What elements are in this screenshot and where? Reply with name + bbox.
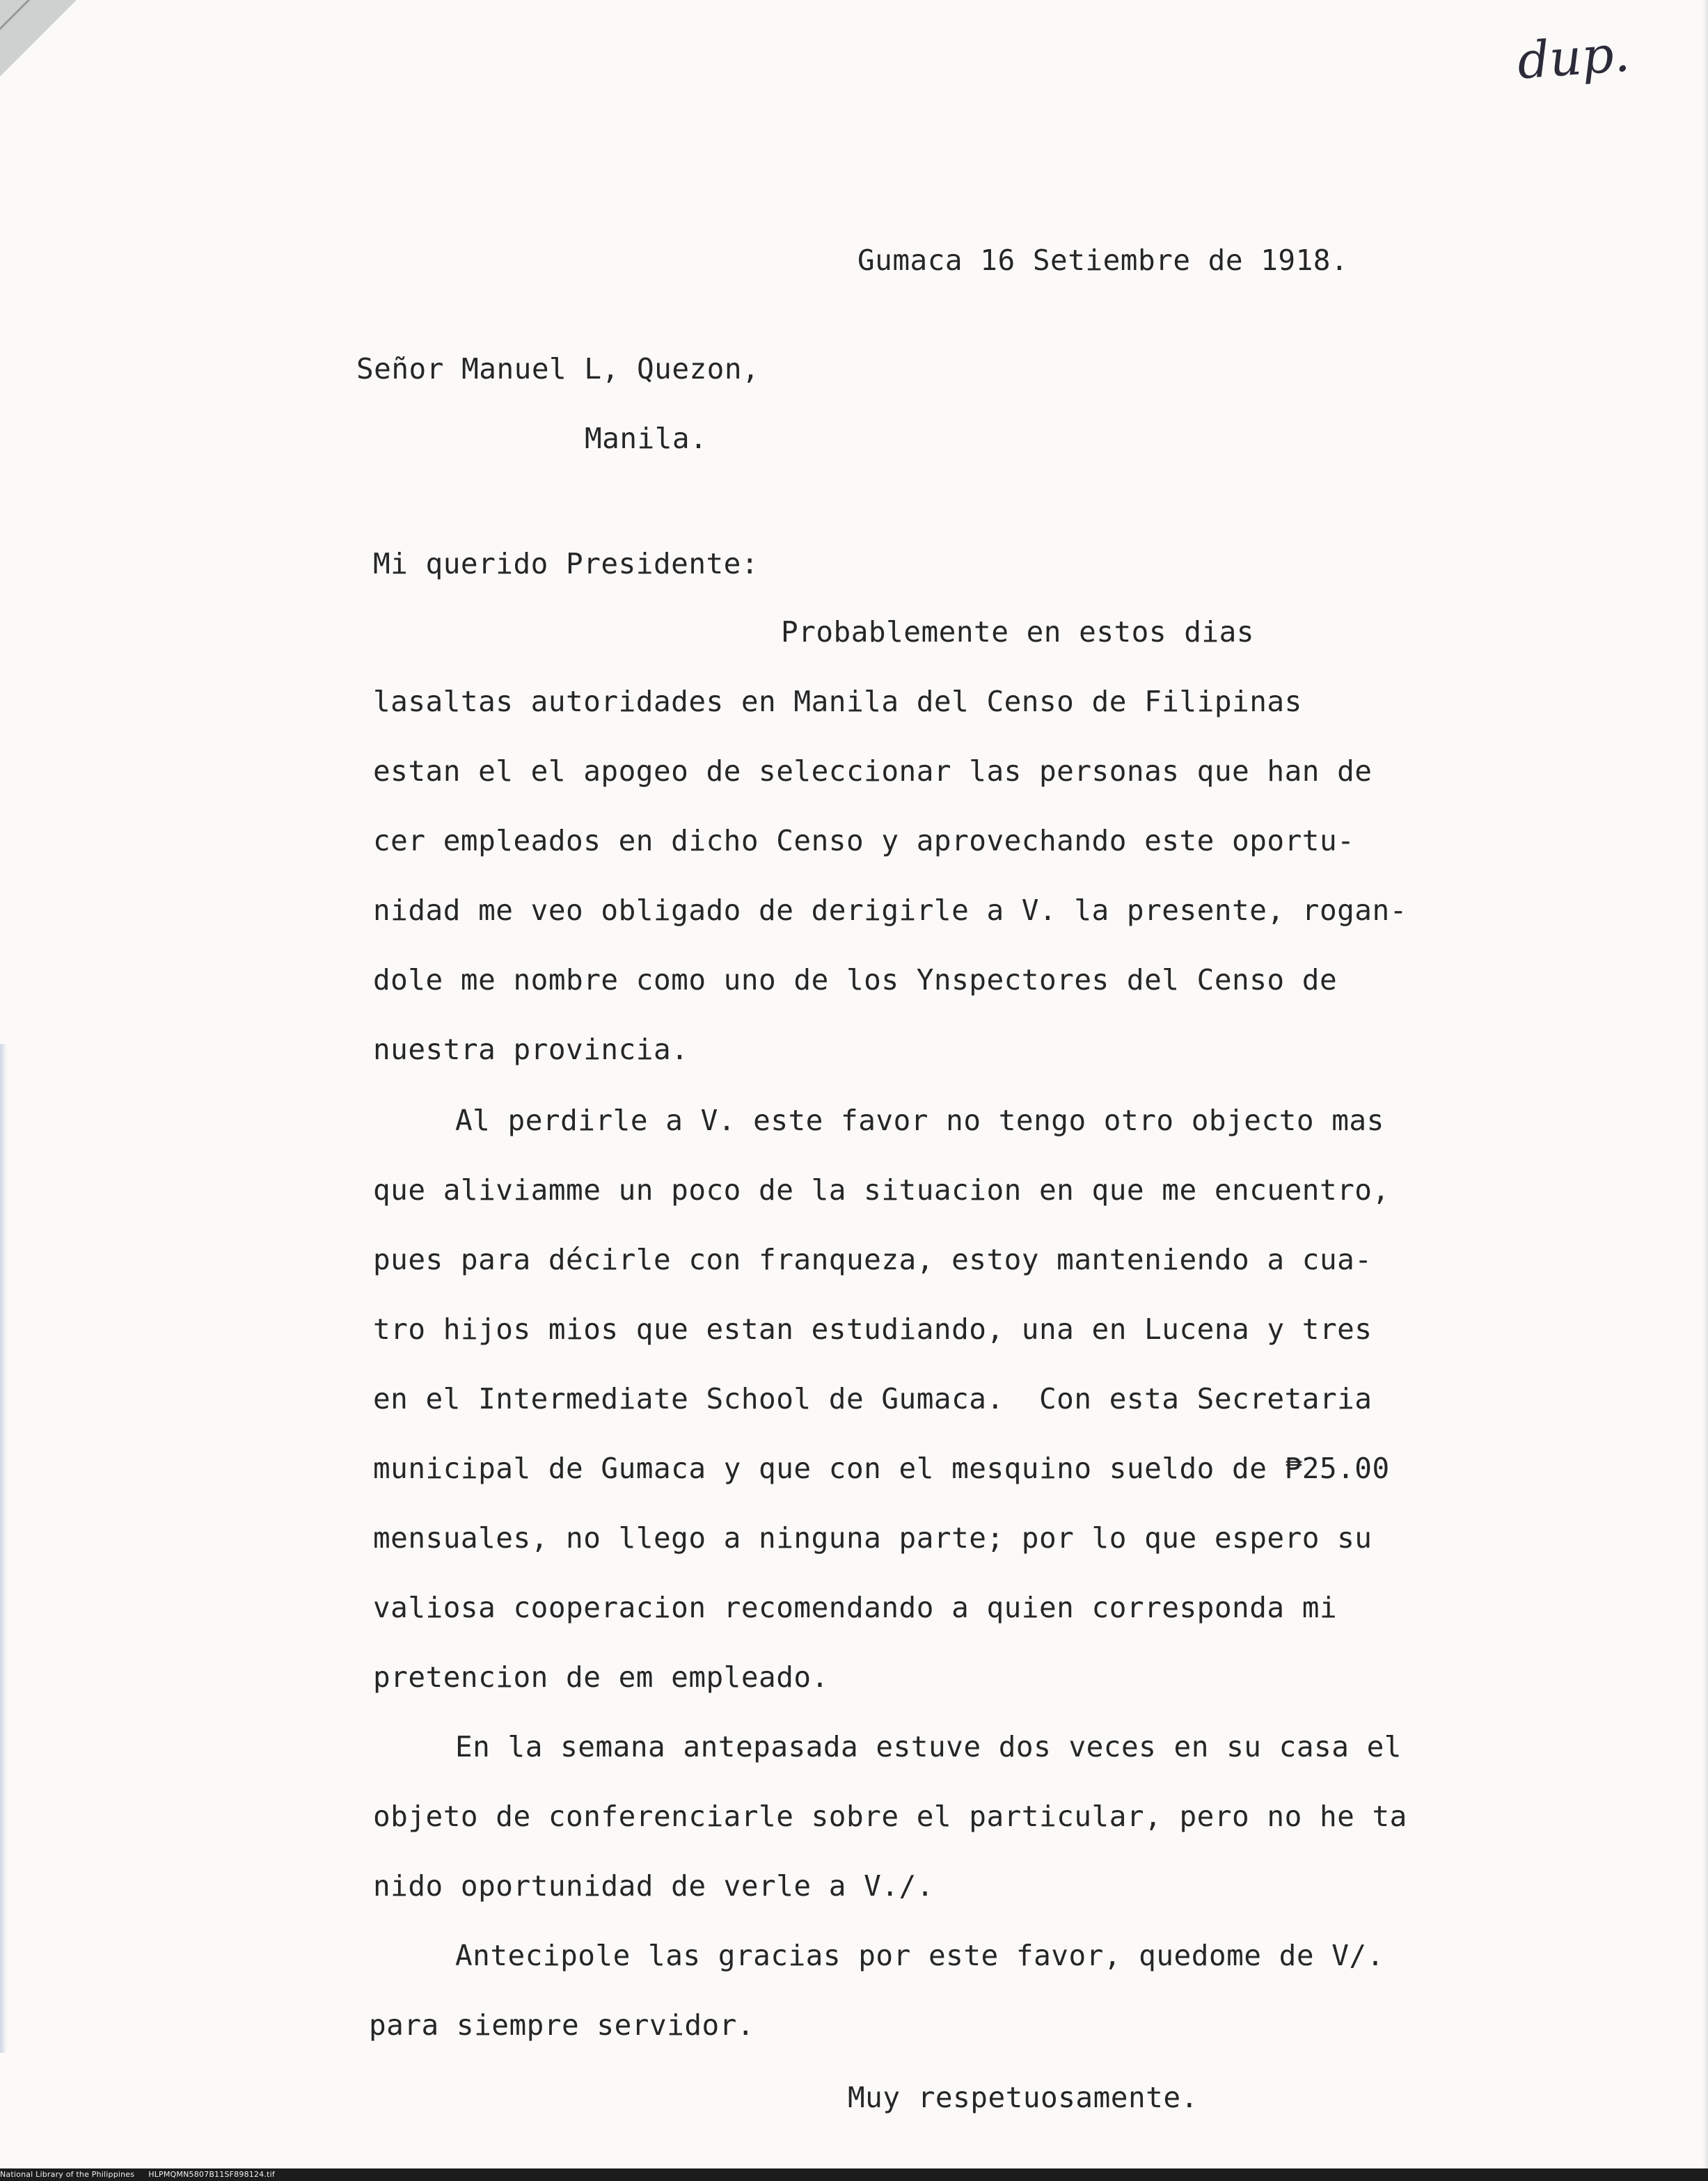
paragraph-4-line: Antecipole las gracias por este favor, quedome de V/. — [455, 1939, 1384, 1972]
paragraph-2-line: mensuales, no llego a ninguna parte; por lo que espero su — [373, 1521, 1373, 1555]
paragraph-2-line: que aliviamme un poco de la situacion en que me encuentro, — [373, 1173, 1390, 1207]
left-edge-tint — [0, 1044, 7, 2053]
handwritten-note: dup. — [1515, 24, 1632, 90]
paragraph-1-line: estan el el apogeo de seleccionar las personas que han de — [373, 754, 1373, 788]
date-line: Gumaca 16 Setiembre de 1918. — [857, 244, 1349, 277]
salutation: Mi querido Presidente: — [373, 547, 759, 580]
paragraph-2-line: Al perdirle a V. este favor no tengo otro objecto mas — [455, 1104, 1384, 1137]
paragraph-2-line: pues para décirle con franqueza, estoy manteniendo a cua- — [373, 1243, 1373, 1276]
paragraph-3-line: nido oportunidad de verle a V./. — [373, 1869, 934, 1903]
paragraph-2-line: en el Intermediate School de Gumaca. Con esta Secretaria — [373, 1382, 1373, 1415]
paragraph-1-line: cer empleados en dicho Censo y aprovechando este oportu- — [373, 824, 1355, 857]
paragraph-1-line: nidad me veo obligado de derigirle a V. la presente, rogan- — [373, 894, 1407, 927]
paragraph-1-line: nuestra provincia. — [373, 1033, 689, 1066]
paragraph-1-line: dole me nombre como uno de los Ynspectores del Censo de — [373, 963, 1338, 997]
closing: Muy respetuosamente. — [848, 2081, 1199, 2114]
paragraph-2-line: tro hijos mios que estan estudiando, una en Lucena y tres — [373, 1312, 1373, 1346]
paragraph-2-line: pretencion de em empleado. — [373, 1660, 829, 1694]
right-edge-tint — [1702, 0, 1708, 2181]
paragraph-3-line: En la semana antepasada estuve dos veces en su casa el — [455, 1730, 1402, 1763]
paragraph-2-line: municipal de Gumaca y que con el mesquino sueldo de ₱25.00 — [373, 1452, 1390, 1485]
library-name: National Library of the Philippines — [0, 2170, 135, 2179]
paragraph-3-line: objeto de conferenciarle sobre el particular, pero no he ta — [373, 1800, 1407, 1833]
folded-corner — [0, 0, 77, 77]
paragraph-1-line: lasaltas autoridades en Manila del Censo de Filipinas — [373, 685, 1302, 718]
paragraph-4-line: para siempre servidor. — [369, 2008, 755, 2042]
paragraph-1-line: Probablemente en estos dias — [781, 615, 1254, 649]
archive-footer — [0, 2170, 275, 2179]
recipient-city: Manila. — [585, 422, 708, 455]
paragraph-2-line: valiosa cooperacion recomendando a quien corresponda mi — [373, 1591, 1338, 1624]
file-identifier: HLPMQMN5807B11SF898124.tif — [148, 2170, 275, 2179]
recipient-name: Señor Manuel L, Quezon, — [356, 352, 760, 386]
